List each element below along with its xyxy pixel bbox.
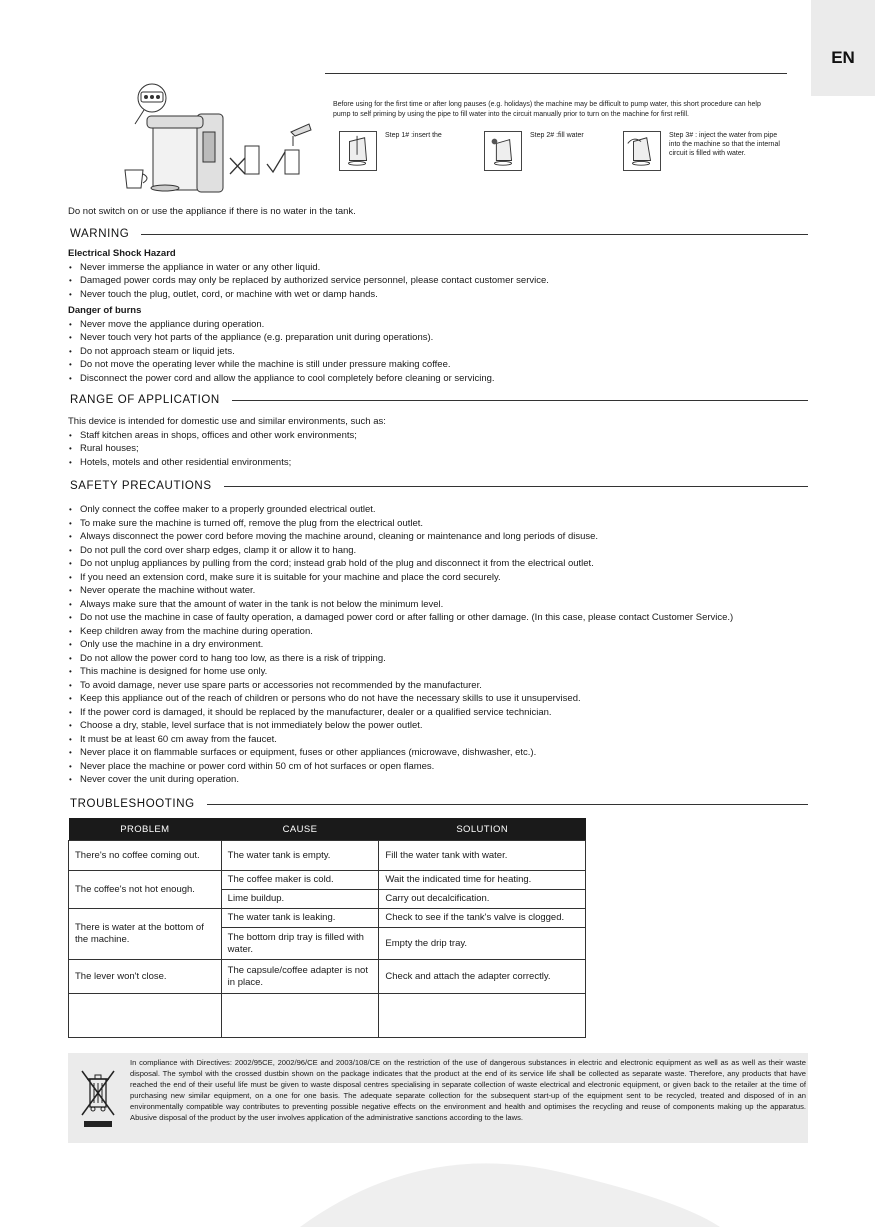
list-item: • Always disconnect the power cord before moving the machine around, cleaning or maintenance and long periods of disuse. [68, 530, 808, 544]
list-item: • Do not allow the power cord to hang too low, as there is a risk of tripping. [68, 652, 808, 666]
step-3-caption: Step 3# : inject the water from pipe into the machine so that the internal circuit is filled with water. [669, 132, 780, 157]
troubleshooting-heading-row [70, 798, 808, 810]
step-2-caption: Step 2# :fill water [530, 132, 584, 139]
list-item: • Never move the appliance during operation. [68, 318, 808, 332]
burns-list [68, 318, 808, 386]
range-heading: RANGE OF APPLICATION [70, 394, 220, 406]
table-cell: The coffee maker is cold. [221, 871, 379, 890]
table-row-empty [69, 994, 586, 1038]
table-cell: The water tank is leaking. [221, 909, 379, 928]
range-block [68, 415, 808, 469]
table-cell: Fill the water tank with water. [379, 841, 586, 871]
electrical-hazard-title: Electrical Shock Hazard [68, 248, 176, 259]
table-row [69, 960, 586, 994]
list-item: • Do not move the operating lever while the machine is still under pressure making coffee. [68, 358, 808, 372]
troubleshooting-heading: TROUBLESHOOTING [70, 798, 195, 810]
table-cell: The water tank is empty. [221, 841, 379, 871]
burns-title: Danger of burns [68, 305, 142, 316]
priming-section [333, 73, 803, 181]
step-2-image [484, 131, 522, 171]
list-item: • Do not unplug appliances by pulling from the cord; instead grab hold of the plug and disconnect it from the electrical outlet. [68, 557, 808, 571]
list-item: • To avoid damage, never use spare parts or accessories not recommended by the manufacturer. [68, 679, 808, 693]
priming-intro: Before using for the first time or after long pauses (e.g. holidays) the machine may be difficult to pump water, this short procedure can help pump to self priming by using the pipe to fill water into the circuit manually prior to turn on the machine for first refill. [333, 101, 761, 118]
language-tab [811, 0, 875, 96]
weee-text: In compliance with Directives: 2002/95CE, 2002/96/CE and 2003/108/CE on the restriction of the use of dangerous substances in electric and electronic equipment as well as as well as their waste disposal. The symbol with the crossed dustbin shown on the package indicates that the product at the end of its service life shall be collected as separate waste. Therefore, any products that have reached the end of their useful life must be given to waste disposal centres specialising in separate collection of waste electrical and electronic equipment, or given back to the retailer at the time of purchasing new similar equipment, on a one for one basis. The adequate separate collection for the subsequent start-up of the equipment sent to be recycled, treated and disposed of in an environmentally compatible way contributes to preventing possible negative effects on the environment and health and optimises the recycling and reuse of components making up the apparatus. Abusive disposal of the product by the user involves application of the administrative sanctions according to the laws. [130, 1058, 806, 1122]
warning-heading: WARNING [70, 228, 130, 240]
language-label: EN [831, 48, 855, 67]
safety-heading-row [70, 480, 808, 492]
step-3-image [623, 131, 661, 171]
list-item: • If you need an extension cord, make sure it is suitable for your machine and place the cord securely. [68, 571, 808, 585]
section-divider [207, 804, 808, 805]
table-cell: The coffee's not hot enough. [69, 871, 222, 909]
list-item: • Do not approach steam or liquid jets. [68, 345, 808, 359]
table-cell: Wait the indicated time for heating. [379, 871, 586, 890]
priming-steps [333, 131, 803, 181]
table-cell: The lever won't close. [69, 960, 222, 994]
list-item: • Keep children away from the machine during operation. [68, 625, 808, 639]
table-header-row [69, 818, 586, 841]
table-cell [69, 994, 222, 1038]
electrical-hazard-list [68, 261, 808, 302]
table-cell: Check and attach the adapter correctly. [379, 960, 586, 994]
list-item: • Never cover the unit during operation. [68, 773, 808, 787]
table-row [69, 871, 586, 890]
troubleshooting-table [68, 818, 586, 1038]
table-cell: Empty the drip tray. [379, 928, 586, 960]
table-cell: Check to see if the tank's valve is clogged. [379, 909, 586, 928]
safety-block [68, 503, 808, 787]
list-item: • Never touch very hot parts of the appliance (e.g. preparation unit during operations). [68, 331, 808, 345]
table-cell: The capsule/coffee adapter is not in place. [221, 960, 379, 994]
priming-divider [325, 73, 787, 74]
list-item: • This machine is designed for home use only. [68, 665, 808, 679]
table-cell: The bottom drip tray is filled with water. [221, 928, 379, 960]
list-item: • Never place the machine or power cord within 50 cm of hot surfaces or open flames. [68, 760, 808, 774]
list-item: • If the power cord is damaged, it should be replaced by the manufacturer, dealer or a qualified service technician. [68, 706, 808, 720]
section-divider [141, 234, 808, 235]
list-item: • Disconnect the power cord and allow the appliance to cool completely before cleaning or servicing. [68, 372, 808, 386]
table-cell: Lime buildup. [221, 890, 379, 909]
step-1-caption: Step 1# :insert the [385, 132, 442, 139]
table-cell: Carry out decalcification. [379, 890, 586, 909]
priming-step-3 [623, 131, 789, 171]
crossed-dustbin-icon [78, 1067, 118, 1131]
list-item: • Hotels, motels and other residential environments; [68, 456, 808, 470]
table-cell [221, 994, 379, 1038]
list-item: • Never immerse the appliance in water or any other liquid. [68, 261, 808, 275]
no-water-note: Do not switch on or use the appliance if there is no water in the tank. [68, 206, 356, 217]
safety-heading: SAFETY PRECAUTIONS [70, 480, 212, 492]
safety-list [68, 503, 808, 787]
list-item: • Never operate the machine without water. [68, 584, 808, 598]
table-cell: There's no coffee coming out. [69, 841, 222, 871]
priming-step-1 [339, 131, 442, 171]
list-item: • Never place it on flammable surfaces or equipment, fuses or other appliances (microwave, dishwasher, etc.). [68, 746, 808, 760]
weee-notice [68, 1053, 808, 1143]
step-1-image [339, 131, 377, 171]
list-item: • Never touch the plug, outlet, cord, or machine with wet or damp hands. [68, 288, 808, 302]
warning-block [68, 247, 808, 385]
range-list [68, 429, 808, 470]
list-item: • Choose a dry, stable, level surface that is not immediately below the power outlet. [68, 719, 808, 733]
table-row [69, 909, 586, 928]
table-cell: There is water at the bottom of the machine. [69, 909, 222, 960]
table-row [69, 841, 586, 871]
list-item: • To make sure the machine is turned off, remove the plug from the electrical outlet. [68, 517, 808, 531]
priming-step-2 [484, 131, 584, 171]
range-heading-row [70, 394, 808, 406]
warning-heading-row [70, 228, 808, 240]
list-item: • Always make sure that the amount of water in the tank is not below the minimum level. [68, 598, 808, 612]
list-item: • Only use the machine in a dry environment. [68, 638, 808, 652]
coffee-machine-illustration [95, 80, 320, 200]
list-item: • Keep this appliance out of the reach of children or persons who do not have the necessary skills to use it unsupervised. [68, 692, 808, 706]
list-item: • It must be at least 60 cm away from the faucet. [68, 733, 808, 747]
column-header-cause: CAUSE [221, 818, 379, 841]
list-item: • Damaged power cords may only be replaced by authorized service personnel, please contact customer service. [68, 274, 808, 288]
table-cell [379, 994, 586, 1038]
list-item: • Do not use the machine in case of faulty operation, a damaged power cord or after falling or other damage. (In this case, please contact Customer Service.) [68, 611, 808, 625]
list-item: • Do not pull the cord over sharp edges, clamp it or allow it to hang. [68, 544, 808, 558]
section-divider [232, 400, 808, 401]
column-header-problem: PROBLEM [69, 818, 222, 841]
list-item: • Rural houses; [68, 442, 808, 456]
list-item: • Only connect the coffee maker to a properly grounded electrical outlet. [68, 503, 808, 517]
range-intro: This device is intended for domestic use and similar environments, such as: [68, 416, 386, 427]
decorative-shape [300, 1160, 720, 1227]
column-header-solution: SOLUTION [379, 818, 586, 841]
section-divider [224, 486, 808, 487]
list-item: • Staff kitchen areas in shops, offices and other work environments; [68, 429, 808, 443]
